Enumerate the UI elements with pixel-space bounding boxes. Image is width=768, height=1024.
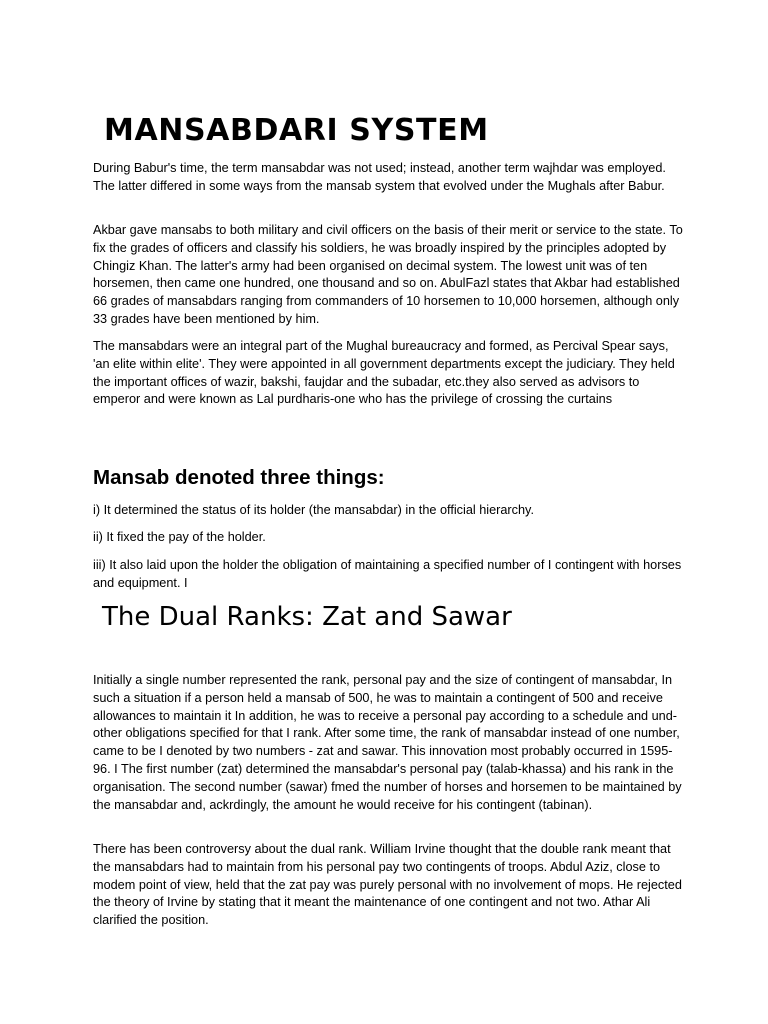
- paragraph-akbar-grades: Akbar gave mansabs to both military and civil officers on the basis of their merit or service to the state. To fix the grades of officers and classify his soldiers, he was broadly inspired by the principles adopted by Chingiz Khan. The latter's army had been organised on decimal system. The lowest unit was of ten horsemen, then came one hundred, one thousand and so on. AbulFazl states that Akbar had established 66 grades of mansabdars ranging from commanders of 10 horsemen to 10,000 horsemen, although only 33 grades have been mentioned by him.: [93, 223, 683, 326]
- paragraph-zat-sawar: Initially a single number represented the rank, personal pay and the size of contingent of mansabdar, In such a situation if a person held a mansab of 500, he was to maintain a contingent of 500 and receive allowances to maintain it In addition, he was to receive a personal pay according to a schedule and und- other obligations specified for that I rank. After some time, the rank of mansabdar instead of one number, came to be I denoted by two numbers - zat and sawar. This innovation most probably occurred in 1595-96. I The first number (zat) determined the mansabdar's personal pay (talab-khassa) and his rank in the organisation. The second number (sawar) fmed the number of horses and horsemen to be maintained by the mansabdar and, ackrdingly, the amount he would receive for his contingent (tabinan).: [93, 673, 682, 812]
- document-title: MANSABDARI SYSTEM: [104, 113, 489, 148]
- subheading-mansab-denoted: Mansab denoted three things:: [93, 466, 385, 489]
- paragraph-babur-wajhdar: During Babur's time, the term mansabdar was not used; instead, another term wajhdar was employed. The latter differed in some ways from the mansab system that evolved under the Mughals after Babur.: [93, 161, 666, 193]
- paragraph-mansabdar-bureaucracy: The mansabdars were an integral part of the Mughal bureaucracy and formed, as Percival Spear says, 'an elite within elite'. They were appointed in all government departments except the judiciary. They held the important offices of wazir, bakshi, faujdar and the subadar, etc.they also served as advisors to emperor and were known as Lal purdharis-one who has the privilege of crossing the curtains: [93, 339, 675, 407]
- list-item-obligation: iii) It also laid upon the holder the obligation of maintaining a specified number of I contingent with horses and equipment. I: [93, 558, 682, 590]
- list-item-pay: ii) It fixed the pay of the holder.: [93, 530, 266, 544]
- list-item-status: i) It determined the status of its holder (the mansabdar) in the official hierarchy.: [93, 503, 534, 517]
- paragraph-dual-rank-controversy: There has been controversy about the dual rank. William Irvine thought that the double rank meant that the mansabdars had to maintain from his personal pay two contingents of troops. Abdul Aziz, close to modem point of view, held that the zat pay was purely personal with no involvement of mops. He rejected the theory of Irvine by stating that it meant the maintenance of one contingent and not two. Athar Ali clarified the position.: [93, 842, 682, 928]
- section-heading-dual-ranks: The Dual Ranks: Zat and Sawar: [102, 602, 512, 632]
